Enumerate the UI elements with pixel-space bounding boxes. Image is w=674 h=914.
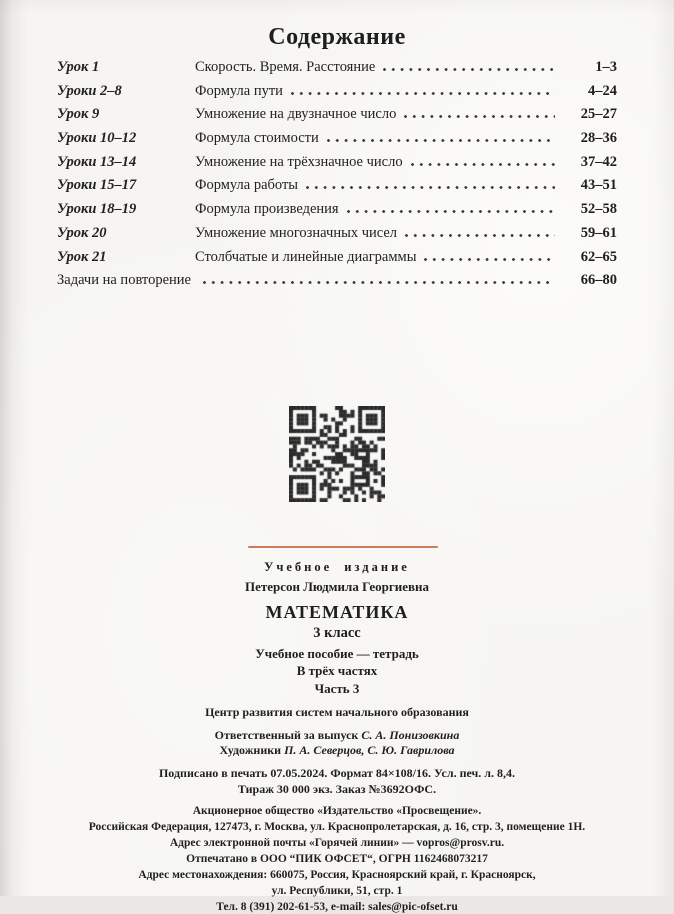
toc-entry-pages: 52–58 bbox=[565, 201, 617, 218]
table-of-contents bbox=[57, 59, 617, 296]
print-signoff-line: Подписано в печать 07.05.2024. Формат 84×108/16. Усл. печ. л. 8,4. bbox=[0, 766, 674, 781]
printer-name-line: Отпечатано в ООО “ПИК ОФСЕТ“, ОГРН 1162468073217 bbox=[0, 852, 674, 867]
dot-leader bbox=[327, 139, 555, 142]
qr-code-image bbox=[289, 406, 385, 502]
toc-entry-label: Урок 21 bbox=[57, 249, 195, 266]
part-number: Часть 3 bbox=[0, 682, 674, 697]
author-name: Петерсон Людмила Георгиевна bbox=[0, 580, 674, 595]
publisher-address-line: Российская Федерация, 127473, г. Москва, ул. Краснопролетарская, д. 16, стр. 3, помещение 1Н. bbox=[0, 820, 674, 835]
dot-leader bbox=[306, 186, 555, 189]
toc-row bbox=[57, 154, 617, 178]
toc-entry-pages: 25–27 bbox=[565, 106, 617, 123]
artists-prefix: Художники bbox=[219, 743, 284, 757]
toc-entry-label: Уроки 10–12 bbox=[57, 130, 195, 147]
toc-entry-pages: 62–65 bbox=[565, 249, 617, 266]
toc-entry-title: Скорость. Время. Расстояние bbox=[195, 59, 375, 76]
toc-entry-label: Уроки 13–14 bbox=[57, 154, 195, 171]
grade-label: 3 класс bbox=[0, 626, 674, 641]
toc-entry-label: Урок 1 bbox=[57, 59, 195, 76]
responsible-name: С. А. Понизовкина bbox=[361, 728, 459, 742]
responsible-editor-line bbox=[0, 728, 674, 743]
toc-row bbox=[57, 83, 617, 107]
toc-entry-label: Урок 20 bbox=[57, 225, 195, 242]
toc-entry-pages: 28–36 bbox=[565, 130, 617, 147]
toc-row bbox=[57, 225, 617, 249]
edition-note: Учебное издание bbox=[0, 560, 674, 575]
toc-entry-pages: 43–51 bbox=[565, 177, 617, 194]
printer-address-line2: ул. Республики, 51, стр. 1 bbox=[0, 884, 674, 899]
toc-entry-title: Формула произведения bbox=[195, 201, 339, 218]
toc-row bbox=[57, 59, 617, 83]
toc-entry-label: Уроки 2–8 bbox=[57, 83, 195, 100]
toc-row bbox=[57, 177, 617, 201]
page-title: Содержание bbox=[0, 24, 674, 51]
dot-leader bbox=[424, 258, 555, 261]
development-center: Центр развития систем начального образования bbox=[0, 705, 674, 720]
dot-leader bbox=[411, 163, 555, 166]
toc-entry-title: Столбчатые и линейные диаграммы bbox=[195, 249, 416, 266]
responsible-prefix: Ответственный за выпуск bbox=[215, 728, 362, 742]
book-subtitle: Учебное пособие — тетрадь bbox=[0, 647, 674, 662]
toc-row bbox=[57, 272, 617, 296]
toc-entry-pages: 4–24 bbox=[565, 83, 617, 100]
dot-leader bbox=[291, 92, 555, 95]
toc-row bbox=[57, 130, 617, 154]
toc-entry-label: Урок 9 bbox=[57, 106, 195, 123]
artists-names: П. А. Северцов, С. Ю. Гаврилова bbox=[284, 743, 454, 757]
printer-contacts-line: Тел. 8 (391) 202-61-53, e-mail: sales@pic-ofset.ru bbox=[0, 900, 674, 914]
qr-code bbox=[289, 406, 385, 502]
publisher-name-line: Акционерное общество «Издательство «Просвещение». bbox=[0, 804, 674, 819]
toc-entry-title: Умножение многозначных чисел bbox=[195, 225, 397, 242]
dot-leader bbox=[203, 281, 555, 284]
parts-note: В трёх частях bbox=[0, 664, 674, 679]
dot-leader bbox=[347, 210, 555, 213]
toc-entry-pages: 1–3 bbox=[565, 59, 617, 76]
publisher-email-line: Адрес электронной почты «Горячей линии» — vopros@prosv.ru. bbox=[0, 836, 674, 851]
toc-row bbox=[57, 106, 617, 130]
dot-leader bbox=[404, 115, 555, 118]
toc-entry-pages: 59–61 bbox=[565, 225, 617, 242]
book-title: МАТЕМАТИКА bbox=[0, 602, 674, 622]
toc-entry-label: Задачи на повторение bbox=[57, 272, 195, 289]
artists-line bbox=[0, 743, 674, 758]
colophon bbox=[0, 556, 674, 914]
toc-entry-title: Умножение на двузначное число bbox=[195, 106, 396, 123]
toc-entry-label: Уроки 18–19 bbox=[57, 201, 195, 218]
dot-leader bbox=[405, 234, 555, 237]
toc-entry-label: Уроки 15–17 bbox=[57, 177, 195, 194]
toc-entry-title: Умножение на трёхзначное число bbox=[195, 154, 403, 171]
toc-entry-pages: 66–80 bbox=[565, 272, 617, 289]
section-divider-rule bbox=[248, 546, 438, 548]
toc-entry-title: Формула пути bbox=[195, 83, 283, 100]
print-run-line: Тираж 30 000 экз. Заказ №3692ОФС. bbox=[0, 782, 674, 797]
dot-leader bbox=[383, 68, 555, 71]
printer-address-line1: Адрес местонахождения: 660075, Россия, Красноярский край, г. Красноярск, bbox=[0, 868, 674, 883]
toc-row bbox=[57, 249, 617, 273]
toc-row bbox=[57, 201, 617, 225]
toc-entry-title: Формула работы bbox=[195, 177, 298, 194]
toc-entry-pages: 37–42 bbox=[565, 154, 617, 171]
toc-entry-title: Формула стоимости bbox=[195, 130, 319, 147]
